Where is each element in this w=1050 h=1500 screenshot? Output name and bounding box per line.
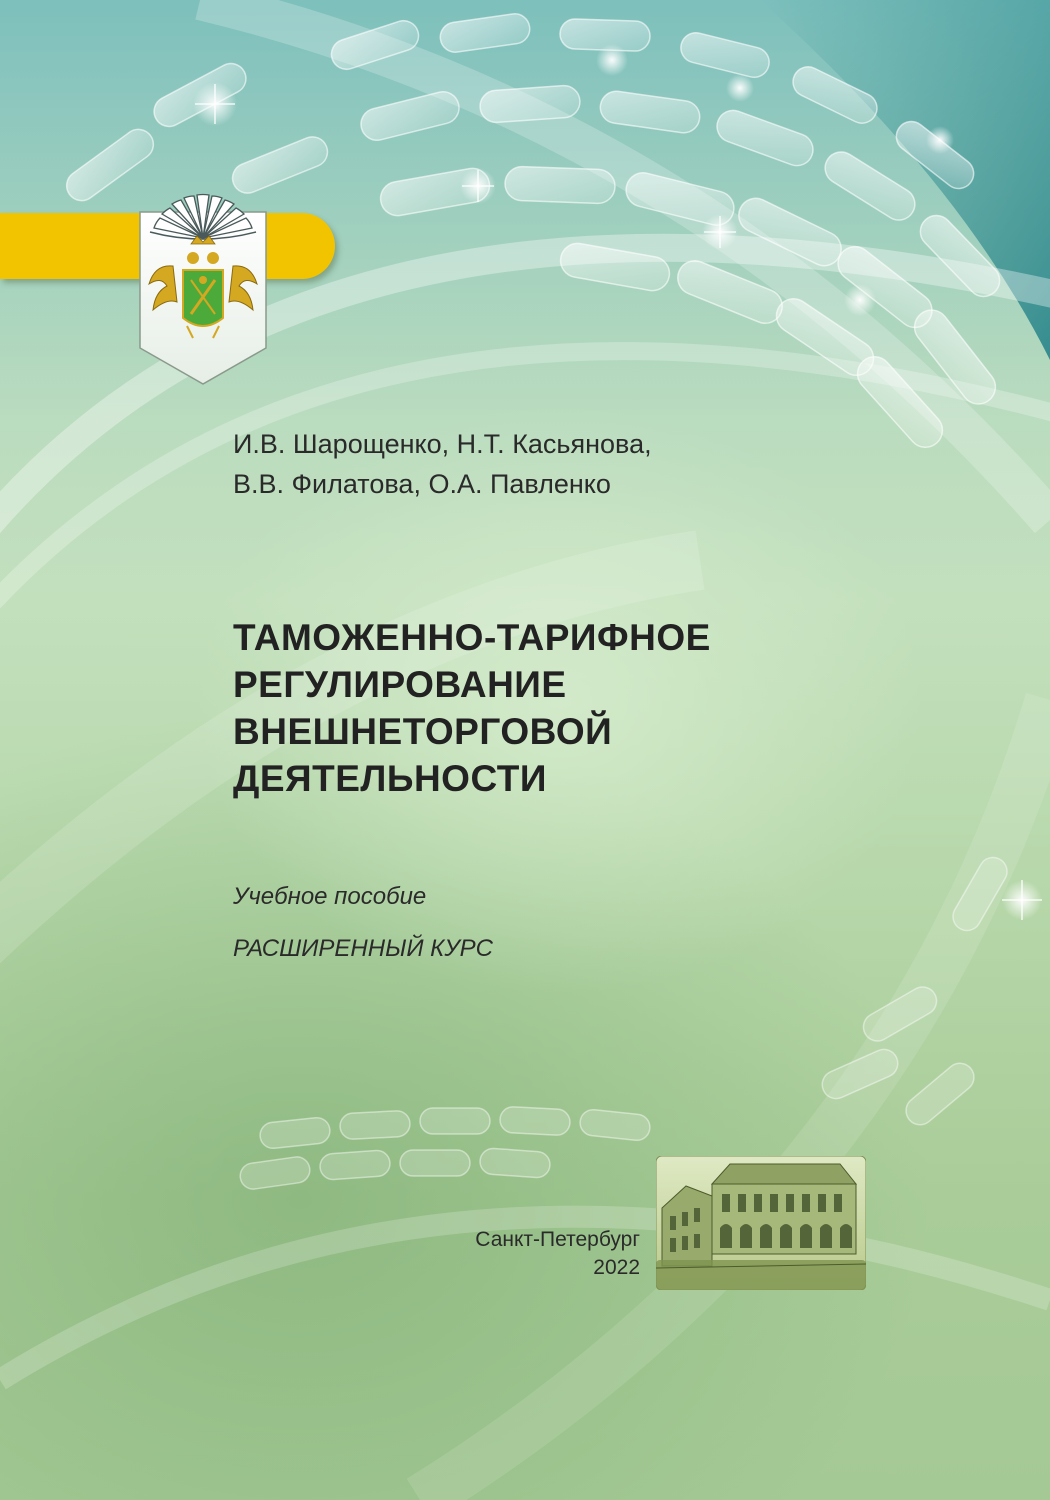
title-line-2: РЕГУЛИРОВАНИЕ [233, 664, 567, 705]
book-title [233, 614, 833, 802]
academy-emblem-icon [134, 188, 272, 388]
building-illustration [656, 1156, 866, 1290]
book-subtitle: Учебное пособие [233, 883, 427, 910]
title-line-4: ДЕЯТЕЛЬНОСТИ [233, 758, 547, 799]
title-line-3: ВНЕШНЕТОРГОВОЙ [233, 711, 613, 752]
authors-line-2: В.В. Филатова, О.А. Павленко [233, 469, 611, 499]
imprint-city: Санкт-Петербург [475, 1228, 640, 1251]
title-line-1: ТАМОЖЕННО-ТАРИФНОЕ [233, 617, 711, 658]
imprint-year: 2022 [593, 1256, 640, 1279]
imprint [420, 1226, 640, 1282]
authors [233, 424, 753, 504]
course-label: РАСШИРЕННЫЙ КУРС [233, 935, 493, 962]
authors-line-1: И.В. Шарощенко, Н.Т. Касьянова, [233, 429, 652, 459]
